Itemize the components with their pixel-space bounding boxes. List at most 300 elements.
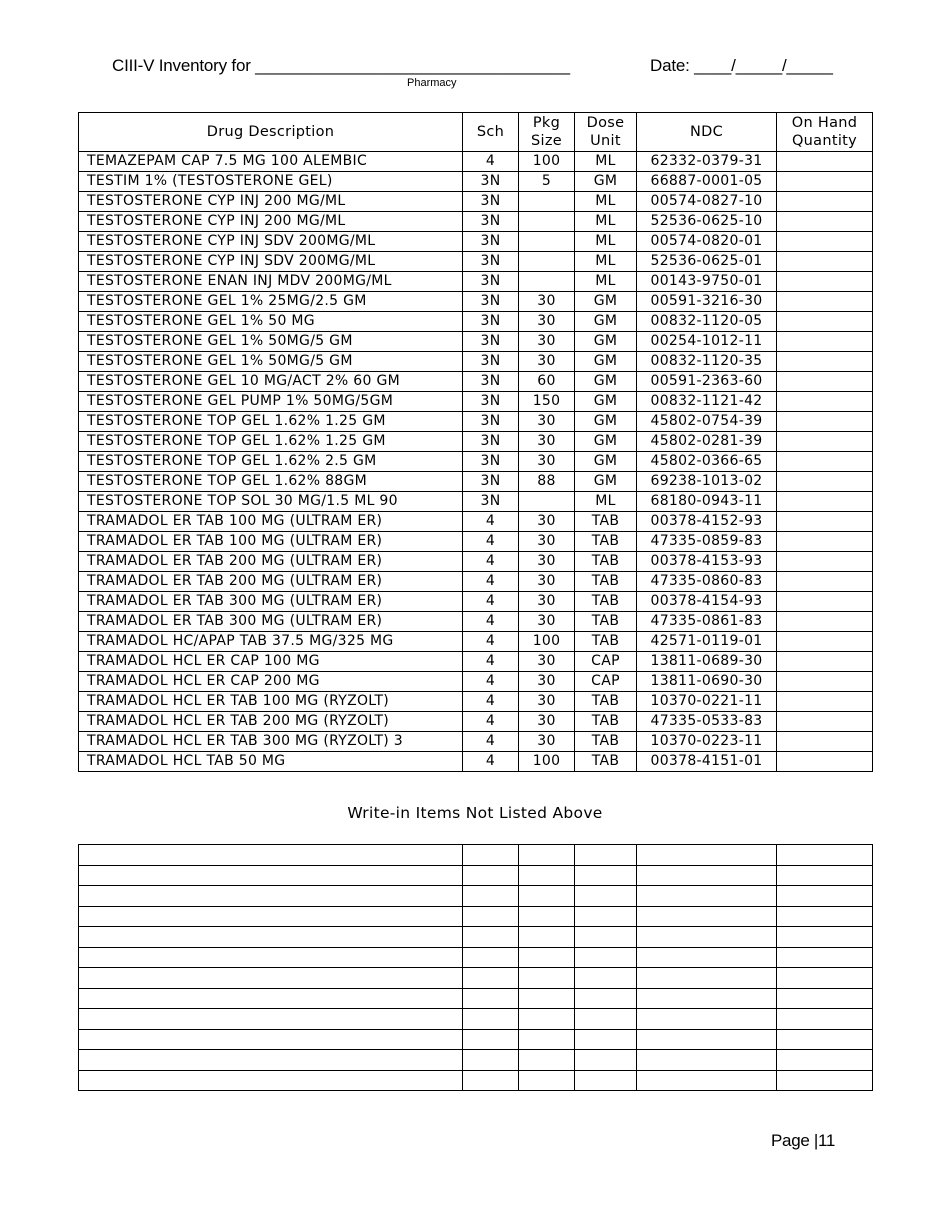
dose-unit-cell: TAB xyxy=(575,692,637,712)
on-hand-quantity-cell[interactable] xyxy=(777,692,873,712)
writein-sch-cell[interactable] xyxy=(463,1070,519,1091)
sch-cell: 3N xyxy=(463,472,519,492)
writein-row xyxy=(79,927,873,948)
sch-cell: 3N xyxy=(463,372,519,392)
drug-description-cell: TESTOSTERONE CYP INJ 200 MG/ML xyxy=(79,212,463,232)
sch-cell: 4 xyxy=(463,152,519,172)
writein-ndc-cell[interactable] xyxy=(637,927,777,948)
writein-pkg-size-cell[interactable] xyxy=(519,906,575,927)
pkg-size-cell: 30 xyxy=(519,612,575,632)
on-hand-quantity-cell[interactable] xyxy=(777,492,873,512)
pkg-size-cell: 100 xyxy=(519,632,575,652)
on-hand-quantity-cell[interactable] xyxy=(777,472,873,492)
writein-title: Write-in Items Not Listed Above xyxy=(347,804,603,822)
writein-row xyxy=(79,906,873,927)
table-row xyxy=(79,272,873,292)
dose-unit-cell: ML xyxy=(575,192,637,212)
table-row xyxy=(79,612,873,632)
writein-row xyxy=(79,1029,873,1050)
on-hand-quantity-cell[interactable] xyxy=(777,392,873,412)
dose-unit-cell: TAB xyxy=(575,752,637,772)
sch-cell: 4 xyxy=(463,732,519,752)
drug-description-cell: TESTOSTERONE GEL 1% 50MG/5 GM xyxy=(79,332,463,352)
col-header-on-hand-quantity: On Hand Quantity xyxy=(777,113,873,152)
sch-cell: 3N xyxy=(463,412,519,432)
pkg-size-cell xyxy=(519,212,575,232)
table-row xyxy=(79,572,873,592)
pkg-size-cell: 30 xyxy=(519,412,575,432)
writein-ndc-cell[interactable] xyxy=(637,865,777,886)
dose-unit-cell: GM xyxy=(575,372,637,392)
table-row xyxy=(79,512,873,532)
table-row xyxy=(79,652,873,672)
table-row xyxy=(79,412,873,432)
writein-drug-description-cell[interactable] xyxy=(79,947,463,968)
drug-description-cell: TESTOSTERONE TOP GEL 1.62% 2.5 GM xyxy=(79,452,463,472)
writein-drug-description-cell[interactable] xyxy=(79,906,463,927)
on-hand-quantity-cell[interactable] xyxy=(777,352,873,372)
writein-on-hand-quantity-cell[interactable] xyxy=(777,845,873,866)
writein-pkg-size-cell[interactable] xyxy=(519,1050,575,1071)
ndc-cell: 68180-0943-11 xyxy=(637,492,777,512)
sch-cell: 4 xyxy=(463,672,519,692)
dose-unit-cell: ML xyxy=(575,212,637,232)
drug-description-cell: TEMAZEPAM CAP 7.5 MG 100 ALEMBIC xyxy=(79,152,463,172)
pkg-size-cell: 30 xyxy=(519,432,575,452)
drug-description-cell: TRAMADOL HCL ER TAB 100 MG (RYZOLT) xyxy=(79,692,463,712)
drug-description-cell: TESTOSTERONE GEL 1% 25MG/2.5 GM xyxy=(79,292,463,312)
writein-pkg-size-cell[interactable] xyxy=(519,1029,575,1050)
on-hand-quantity-cell[interactable] xyxy=(777,192,873,212)
writein-pkg-size-cell[interactable] xyxy=(519,968,575,989)
writein-dose-unit-cell[interactable] xyxy=(575,927,637,948)
writein-on-hand-quantity-cell[interactable] xyxy=(777,1009,873,1030)
writein-on-hand-quantity-cell[interactable] xyxy=(777,886,873,907)
drug-description-cell: TRAMADOL ER TAB 100 MG (ULTRAM ER) xyxy=(79,532,463,552)
writein-row xyxy=(79,947,873,968)
writein-dose-unit-cell[interactable] xyxy=(575,947,637,968)
ndc-cell: 10370-0221-11 xyxy=(637,692,777,712)
dose-unit-cell: GM xyxy=(575,352,637,372)
ndc-cell: 66887-0001-05 xyxy=(637,172,777,192)
table-header-row xyxy=(79,113,873,152)
pkg-size-cell xyxy=(519,252,575,272)
sch-cell: 4 xyxy=(463,632,519,652)
page-number: Page |11 xyxy=(771,1131,836,1150)
ndc-cell: 45802-0754-39 xyxy=(637,412,777,432)
table-row xyxy=(79,212,873,232)
table-row xyxy=(79,592,873,612)
col-header-sch: Sch xyxy=(463,113,519,152)
dose-unit-cell: GM xyxy=(575,332,637,352)
table-row xyxy=(79,252,873,272)
pkg-size-cell: 30 xyxy=(519,332,575,352)
writein-dose-unit-cell[interactable] xyxy=(575,968,637,989)
table-row xyxy=(79,712,873,732)
drug-description-cell: TESTOSTERONE TOP GEL 1.62% 1.25 GM xyxy=(79,412,463,432)
sch-cell: 3N xyxy=(463,452,519,472)
ndc-cell: 47335-0859-83 xyxy=(637,532,777,552)
dose-unit-cell: TAB xyxy=(575,552,637,572)
drug-description-cell: TRAMADOL HCL ER CAP 200 MG xyxy=(79,672,463,692)
sch-cell: 4 xyxy=(463,512,519,532)
pkg-size-cell: 30 xyxy=(519,652,575,672)
writein-row xyxy=(79,1009,873,1030)
writein-row xyxy=(79,845,873,866)
writein-ndc-cell[interactable] xyxy=(637,886,777,907)
ndc-cell: 45802-0281-39 xyxy=(637,432,777,452)
dose-unit-cell: TAB xyxy=(575,632,637,652)
dose-unit-cell: TAB xyxy=(575,592,637,612)
writein-ndc-cell[interactable] xyxy=(637,1029,777,1050)
sch-cell: 4 xyxy=(463,752,519,772)
pkg-size-cell: 30 xyxy=(519,672,575,692)
table-row xyxy=(79,752,873,772)
sch-cell: 3N xyxy=(463,392,519,412)
on-hand-quantity-cell[interactable] xyxy=(777,752,873,772)
table-row xyxy=(79,692,873,712)
dose-unit-cell: ML xyxy=(575,252,637,272)
dose-unit-cell: TAB xyxy=(575,732,637,752)
table-row xyxy=(79,532,873,552)
writein-pkg-size-cell[interactable] xyxy=(519,1009,575,1030)
writein-row xyxy=(79,968,873,989)
writein-pkg-size-cell[interactable] xyxy=(519,845,575,866)
sch-cell: 4 xyxy=(463,532,519,552)
drug-description-cell: TRAMADOL HCL ER TAB 200 MG (RYZOLT) xyxy=(79,712,463,732)
sch-cell: 3N xyxy=(463,192,519,212)
on-hand-quantity-cell[interactable] xyxy=(777,272,873,292)
writein-drug-description-cell[interactable] xyxy=(79,845,463,866)
writein-table xyxy=(78,844,873,1091)
pkg-size-cell: 100 xyxy=(519,152,575,172)
on-hand-quantity-cell[interactable] xyxy=(777,152,873,172)
writein-pkg-size-cell[interactable] xyxy=(519,865,575,886)
pkg-size-cell: 30 xyxy=(519,452,575,472)
sch-cell: 4 xyxy=(463,712,519,732)
writein-drug-description-cell[interactable] xyxy=(79,1009,463,1030)
drug-description-cell: TESTOSTERONE TOP SOL 30 MG/1.5 ML 90 xyxy=(79,492,463,512)
writein-row xyxy=(79,865,873,886)
dose-unit-cell: GM xyxy=(575,412,637,432)
pkg-size-cell: 30 xyxy=(519,352,575,372)
writein-sch-cell[interactable] xyxy=(463,988,519,1009)
dose-unit-cell: TAB xyxy=(575,712,637,732)
table-row xyxy=(79,192,873,212)
pkg-size-cell xyxy=(519,492,575,512)
writein-dose-unit-cell[interactable] xyxy=(575,886,637,907)
ndc-cell: 00591-2363-60 xyxy=(637,372,777,392)
pkg-size-cell: 100 xyxy=(519,752,575,772)
writein-dose-unit-cell[interactable] xyxy=(575,1050,637,1071)
on-hand-quantity-cell[interactable] xyxy=(777,372,873,392)
sch-cell: 3N xyxy=(463,352,519,372)
writein-drug-description-cell[interactable] xyxy=(79,1029,463,1050)
on-hand-quantity-cell[interactable] xyxy=(777,412,873,432)
pkg-size-cell: 30 xyxy=(519,732,575,752)
writein-ndc-cell[interactable] xyxy=(637,1009,777,1030)
dose-unit-cell: GM xyxy=(575,172,637,192)
table-row xyxy=(79,632,873,652)
dose-unit-cell: CAP xyxy=(575,672,637,692)
ndc-cell: 10370-0223-11 xyxy=(637,732,777,752)
on-hand-quantity-cell[interactable] xyxy=(777,572,873,592)
writein-on-hand-quantity-cell[interactable] xyxy=(777,988,873,1009)
sch-cell: 4 xyxy=(463,552,519,572)
pkg-size-cell xyxy=(519,232,575,252)
on-hand-quantity-cell[interactable] xyxy=(777,592,873,612)
col-header-ndc: NDC xyxy=(637,113,777,152)
dose-unit-cell: TAB xyxy=(575,512,637,532)
writein-sch-cell[interactable] xyxy=(463,927,519,948)
ndc-cell: 62332-0379-31 xyxy=(637,152,777,172)
writein-drug-description-cell[interactable] xyxy=(79,1070,463,1091)
sch-cell: 3N xyxy=(463,432,519,452)
ndc-cell: 52536-0625-01 xyxy=(637,252,777,272)
pkg-size-cell: 30 xyxy=(519,552,575,572)
drug-description-cell: TRAMADOL HCL TAB 50 MG xyxy=(79,752,463,772)
drug-description-cell: TRAMADOL HC/APAP TAB 37.5 MG/325 MG xyxy=(79,632,463,652)
writein-row xyxy=(79,988,873,1009)
table-row xyxy=(79,292,873,312)
on-hand-quantity-cell[interactable] xyxy=(777,172,873,192)
table-row xyxy=(79,432,873,452)
writein-dose-unit-cell[interactable] xyxy=(575,906,637,927)
writein-sch-cell[interactable] xyxy=(463,1050,519,1071)
sch-cell: 3N xyxy=(463,212,519,232)
dose-unit-cell: ML xyxy=(575,272,637,292)
drug-description-cell: TESTOSTERONE CYP INJ 200 MG/ML xyxy=(79,192,463,212)
drug-description-cell: TESTOSTERONE GEL 1% 50 MG xyxy=(79,312,463,332)
writein-sch-cell[interactable] xyxy=(463,1009,519,1030)
sch-cell: 4 xyxy=(463,592,519,612)
drug-description-cell: TESTOSTERONE TOP GEL 1.62% 1.25 GM xyxy=(79,432,463,452)
sch-cell: 3N xyxy=(463,272,519,292)
col-header-dose-unit: Dose Unit xyxy=(575,113,637,152)
on-hand-quantity-cell[interactable] xyxy=(777,292,873,312)
pharmacy-label: Pharmacy xyxy=(407,77,457,89)
writein-drug-description-cell[interactable] xyxy=(79,988,463,1009)
ndc-cell: 52536-0625-10 xyxy=(637,212,777,232)
writein-ndc-cell[interactable] xyxy=(637,1070,777,1091)
writein-dose-unit-cell[interactable] xyxy=(575,1009,637,1030)
dose-unit-cell: ML xyxy=(575,232,637,252)
on-hand-quantity-cell[interactable] xyxy=(777,632,873,652)
writein-sch-cell[interactable] xyxy=(463,886,519,907)
pkg-size-cell xyxy=(519,192,575,212)
ndc-cell: 47335-0860-83 xyxy=(637,572,777,592)
writein-drug-description-cell[interactable] xyxy=(79,1050,463,1071)
writein-ndc-cell[interactable] xyxy=(637,968,777,989)
ndc-cell: 00832-1120-35 xyxy=(637,352,777,372)
sch-cell: 3N xyxy=(463,312,519,332)
dose-unit-cell: GM xyxy=(575,432,637,452)
table-row xyxy=(79,312,873,332)
writein-dose-unit-cell[interactable] xyxy=(575,988,637,1009)
ndc-cell: 69238-1013-02 xyxy=(637,472,777,492)
drug-description-cell: TRAMADOL ER TAB 100 MG (ULTRAM ER) xyxy=(79,512,463,532)
writein-on-hand-quantity-cell[interactable] xyxy=(777,1029,873,1050)
drug-description-cell: TESTIM 1% (TESTOSTERONE GEL) xyxy=(79,172,463,192)
writein-dose-unit-cell[interactable] xyxy=(575,845,637,866)
writein-ndc-cell[interactable] xyxy=(637,947,777,968)
writein-ndc-cell[interactable] xyxy=(637,906,777,927)
on-hand-quantity-cell[interactable] xyxy=(777,332,873,352)
drug-description-cell: TESTOSTERONE GEL 10 MG/ACT 2% 60 GM xyxy=(79,372,463,392)
sch-cell: 4 xyxy=(463,612,519,632)
writein-sch-cell[interactable] xyxy=(463,1029,519,1050)
on-hand-quantity-cell[interactable] xyxy=(777,612,873,632)
sch-cell: 3N xyxy=(463,492,519,512)
dose-unit-cell: TAB xyxy=(575,572,637,592)
writein-ndc-cell[interactable] xyxy=(637,1050,777,1071)
writein-row xyxy=(79,1050,873,1071)
pkg-size-cell: 88 xyxy=(519,472,575,492)
on-hand-quantity-cell[interactable] xyxy=(777,312,873,332)
on-hand-quantity-cell[interactable] xyxy=(777,672,873,692)
table-row xyxy=(79,552,873,572)
pkg-size-cell: 5 xyxy=(519,172,575,192)
writein-sch-cell[interactable] xyxy=(463,845,519,866)
pkg-size-cell xyxy=(519,272,575,292)
ndc-cell: 00378-4154-93 xyxy=(637,592,777,612)
on-hand-quantity-cell[interactable] xyxy=(777,452,873,472)
table-row xyxy=(79,372,873,392)
drug-description-cell: TESTOSTERONE CYP INJ SDV 200MG/ML xyxy=(79,232,463,252)
table-row xyxy=(79,152,873,172)
writein-on-hand-quantity-cell[interactable] xyxy=(777,1050,873,1071)
dose-unit-cell: GM xyxy=(575,452,637,472)
pkg-size-cell: 30 xyxy=(519,292,575,312)
sch-cell: 3N xyxy=(463,172,519,192)
writein-on-hand-quantity-cell[interactable] xyxy=(777,906,873,927)
table-row xyxy=(79,452,873,472)
drug-description-cell: TRAMADOL HCL ER TAB 300 MG (RYZOLT) 3 xyxy=(79,732,463,752)
inventory-table xyxy=(78,112,873,772)
ndc-cell: 00378-4152-93 xyxy=(637,512,777,532)
on-hand-quantity-cell[interactable] xyxy=(777,512,873,532)
on-hand-quantity-cell[interactable] xyxy=(777,212,873,232)
sch-cell: 4 xyxy=(463,572,519,592)
table-row xyxy=(79,172,873,192)
table-row xyxy=(79,332,873,352)
drug-description-cell: TRAMADOL ER TAB 200 MG (ULTRAM ER) xyxy=(79,572,463,592)
ndc-cell: 13811-0689-30 xyxy=(637,652,777,672)
pkg-size-cell: 30 xyxy=(519,532,575,552)
on-hand-quantity-cell[interactable] xyxy=(777,732,873,752)
writein-drug-description-cell[interactable] xyxy=(79,865,463,886)
col-header-pkg-size: Pkg Size xyxy=(519,113,575,152)
table-row xyxy=(79,732,873,752)
dose-unit-cell: GM xyxy=(575,312,637,332)
writein-pkg-size-cell[interactable] xyxy=(519,1070,575,1091)
ndc-cell: 13811-0690-30 xyxy=(637,672,777,692)
pkg-size-cell: 30 xyxy=(519,592,575,612)
dose-unit-cell: GM xyxy=(575,472,637,492)
pkg-size-cell: 150 xyxy=(519,392,575,412)
on-hand-quantity-cell[interactable] xyxy=(777,432,873,452)
sch-cell: 4 xyxy=(463,692,519,712)
pkg-size-cell: 30 xyxy=(519,312,575,332)
writein-pkg-size-cell[interactable] xyxy=(519,886,575,907)
ndc-cell: 45802-0366-65 xyxy=(637,452,777,472)
dose-unit-cell: ML xyxy=(575,492,637,512)
on-hand-quantity-cell[interactable] xyxy=(777,252,873,272)
ndc-cell: 47335-0533-83 xyxy=(637,712,777,732)
ndc-cell: 00832-1121-42 xyxy=(637,392,777,412)
writein-on-hand-quantity-cell[interactable] xyxy=(777,947,873,968)
ndc-cell: 00591-3216-30 xyxy=(637,292,777,312)
ndc-cell: 00378-4153-93 xyxy=(637,552,777,572)
writein-sch-cell[interactable] xyxy=(463,906,519,927)
table-row xyxy=(79,352,873,372)
ndc-cell: 00254-1012-11 xyxy=(637,332,777,352)
ndc-cell: 47335-0861-83 xyxy=(637,612,777,632)
drug-description-cell: TRAMADOL ER TAB 200 MG (ULTRAM ER) xyxy=(79,552,463,572)
writein-row xyxy=(79,886,873,907)
ndc-cell: 42571-0119-01 xyxy=(637,632,777,652)
drug-description-cell: TESTOSTERONE ENAN INJ MDV 200MG/ML xyxy=(79,272,463,292)
writein-pkg-size-cell[interactable] xyxy=(519,927,575,948)
on-hand-quantity-cell[interactable] xyxy=(777,532,873,552)
drug-description-cell: TRAMADOL ER TAB 300 MG (ULTRAM ER) xyxy=(79,612,463,632)
writein-dose-unit-cell[interactable] xyxy=(575,1070,637,1091)
writein-dose-unit-cell[interactable] xyxy=(575,1029,637,1050)
dose-unit-cell: GM xyxy=(575,392,637,412)
sch-cell: 3N xyxy=(463,292,519,312)
on-hand-quantity-cell[interactable] xyxy=(777,652,873,672)
writein-drug-description-cell[interactable] xyxy=(79,927,463,948)
dose-unit-cell: TAB xyxy=(575,532,637,552)
writein-on-hand-quantity-cell[interactable] xyxy=(777,968,873,989)
writein-drug-description-cell[interactable] xyxy=(79,968,463,989)
ndc-cell: 00143-9750-01 xyxy=(637,272,777,292)
table-row xyxy=(79,472,873,492)
writein-on-hand-quantity-cell[interactable] xyxy=(777,865,873,886)
writein-ndc-cell[interactable] xyxy=(637,988,777,1009)
drug-description-cell: TESTOSTERONE CYP INJ SDV 200MG/ML xyxy=(79,252,463,272)
pkg-size-cell: 30 xyxy=(519,572,575,592)
on-hand-quantity-cell[interactable] xyxy=(777,712,873,732)
on-hand-quantity-cell[interactable] xyxy=(777,552,873,572)
table-row xyxy=(79,492,873,512)
date-field: Date: ____/_____/_____ xyxy=(650,56,833,75)
writein-row xyxy=(79,1070,873,1091)
writein-dose-unit-cell[interactable] xyxy=(575,865,637,886)
pkg-size-cell: 60 xyxy=(519,372,575,392)
writein-on-hand-quantity-cell[interactable] xyxy=(777,927,873,948)
ndc-cell: 00574-0820-01 xyxy=(637,232,777,252)
writein-sch-cell[interactable] xyxy=(463,865,519,886)
dose-unit-cell: CAP xyxy=(575,652,637,672)
writein-pkg-size-cell[interactable] xyxy=(519,947,575,968)
drug-description-cell: TRAMADOL HCL ER CAP 100 MG xyxy=(79,652,463,672)
pkg-size-cell: 30 xyxy=(519,712,575,732)
writein-on-hand-quantity-cell[interactable] xyxy=(777,1070,873,1091)
writein-sch-cell[interactable] xyxy=(463,968,519,989)
inventory-title: CIII-V Inventory for __________________________________ xyxy=(112,56,570,75)
dose-unit-cell: GM xyxy=(575,292,637,312)
on-hand-quantity-cell[interactable] xyxy=(777,232,873,252)
sch-cell: 3N xyxy=(463,252,519,272)
table-row xyxy=(79,672,873,692)
writein-sch-cell[interactable] xyxy=(463,947,519,968)
writein-ndc-cell[interactable] xyxy=(637,845,777,866)
drug-description-cell: TESTOSTERONE TOP GEL 1.62% 88GM xyxy=(79,472,463,492)
dose-unit-cell: TAB xyxy=(575,612,637,632)
writein-pkg-size-cell[interactable] xyxy=(519,988,575,1009)
writein-drug-description-cell[interactable] xyxy=(79,886,463,907)
